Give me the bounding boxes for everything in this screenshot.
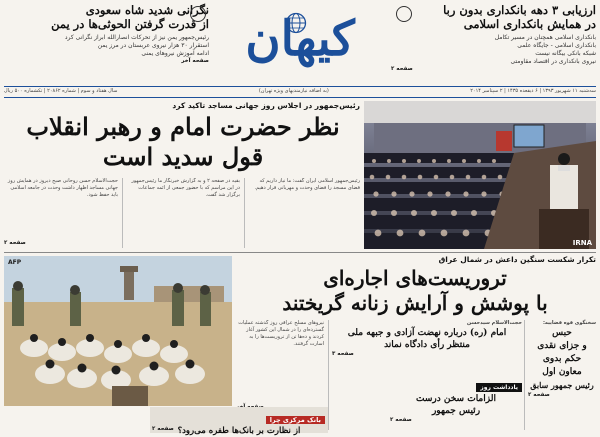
speech-box-title-2: رئیس جمهور — [431, 406, 481, 416]
sidebar-box-line: رئیس جمهور سابق — [530, 380, 594, 390]
speech-box-kicker: یادداشت روز — [476, 383, 522, 392]
lead-photo[interactable] — [364, 101, 596, 249]
lead-headline-line-1: نظر حضرت امام و رهبر انقلاب — [26, 112, 340, 141]
column-rule — [328, 320, 329, 430]
date-bar — [4, 87, 596, 96]
masthead-region — [0, 0, 600, 92]
logo-text: کیهان — [245, 11, 355, 67]
lead-column-3: حجت‌الاسلام حسن روحانی صبح دیروز در همایش روز جهانی مساجد اظهار داشت وحدت در جامعه اسلامی باید حفظ شود. — [7, 178, 118, 198]
prisoners-image — [4, 256, 232, 406]
conference-hall-image — [364, 101, 596, 249]
bank-box-continued: صفحه ۲ — [152, 426, 174, 432]
teaser-left-bullet: رئیس‌جمهور یمن نیز از تحرکات انصارالله ابراز نگرانی کرد — [64, 34, 209, 41]
date-line: سه‌شنبه ۱۱ شهریور ۱۳۹۳ | ۶ ذیقعده ۱۴۳۵ | ۲ سپتامبر ۲۰۱۴ — [470, 88, 596, 94]
lead-continued: صفحه ۲ — [4, 240, 26, 246]
teaser-right-bullet: بانکداری اسلامی همچنان در مسیر تکامل — [494, 34, 596, 41]
iraq-headline-line-1: تروریست‌های اجاره‌ای — [323, 266, 507, 290]
teaser-right-title-1: ارزیابی ۳ دهه بانکداری بدون ربا — [443, 3, 596, 17]
lead-column-1: رئیس‌جمهور اسلامی ایران گفت: ما نیاز داریم که فضای مسجد را فضای وحدت و مهربانی قرار دهیم. — [254, 178, 360, 191]
teaser-right-bullet: بانکداری اسلامی - جایگاه علمی — [517, 42, 596, 49]
iraq-kicker: تکرار شکست سنگین داعش در شمال عراق — [438, 255, 596, 264]
iraq-headline-line-2: با پوشش و آرایش زنانه گریختند — [282, 291, 548, 315]
imam-box-title-1: امام (ره) درباره نهضت آزادی و جبهه ملی — [347, 328, 507, 338]
subtitle-line: (به اضافه نیازمندیهای ویژه تهران) — [258, 88, 329, 94]
imam-box-title-2: منتظر رأی دادگاه نماند — [384, 340, 470, 350]
imam-box-continued: صفحه ۳ — [332, 351, 354, 357]
sidebar-box[interactable] — [528, 320, 596, 430]
speech-box-continued: صفحه ۲ — [390, 417, 412, 423]
section-divider — [4, 252, 596, 253]
column-rule — [244, 178, 245, 248]
sidebar-box-line: و جزای نقدی — [537, 341, 587, 351]
bank-box-kicker: بانک مرکزی چرا — [266, 416, 325, 424]
lead-headline-line-2: قول سدید است — [102, 142, 264, 171]
sun-emblem-icon — [396, 6, 412, 22]
bank-box-title: از نظارت بر بانک‌ها طفره می‌رود؟ — [177, 426, 301, 436]
teaser-right[interactable] — [391, 3, 596, 85]
lead-column-2: بقیه در صفحه ۲ و به گزارش خبرنگار ما رئیس‌جمهور در این مراسم که با حضور جمعی از ائمه جماعات برگزار شد گفت. — [131, 178, 240, 198]
sidebar-box-continued: صفحه ۲ — [528, 392, 550, 398]
teaser-left-continued: صفحه آخر — [181, 58, 209, 64]
iraq-photo-credit: AFP — [8, 259, 22, 266]
imam-box-label: حجت‌الاسلام سیدحسن — [466, 320, 522, 326]
sun-emblem-icon — [190, 6, 206, 22]
imam-box[interactable] — [332, 320, 522, 372]
sidebar-box-line: حبس — [552, 328, 572, 338]
issue-info: سال هفتاد و سوم | شماره ۲۰۸۶۲ | تکشماره ۵۰۰ ریال — [4, 88, 118, 94]
bank-box[interactable] — [150, 407, 328, 436]
speech-box-title-1: الزامات سخن درست — [416, 394, 496, 404]
teaser-left-bullet: ادامه آموزش نیروهای یمنی — [141, 50, 209, 57]
lead-photo-credit: IRNA — [572, 239, 592, 247]
iraq-photo[interactable] — [4, 256, 232, 406]
column-rule — [524, 320, 525, 430]
speech-box[interactable] — [390, 374, 522, 430]
date-bar-rule — [4, 97, 596, 98]
lead-headline[interactable] — [4, 112, 362, 172]
lead-kicker: رئیس‌جمهور در اجلاس روز جهانی مساجد تاکید کرد — [172, 101, 360, 110]
teaser-right-bullet: نیروی بانکداری در اقتصاد مقاومتی — [510, 58, 596, 65]
teaser-left-title-1: نگرانی شدید شاه سعودی — [85, 3, 209, 17]
sidebar-box-label: سخنگوی قوه قضاییه: — [542, 320, 596, 326]
teaser-left-title-2: از قدرت گرفتن الحوثی‌ها در یمن — [51, 17, 209, 31]
logo — [210, 0, 390, 72]
sidebar-box-line: معاون اول — [542, 367, 582, 377]
teaser-right-continued: صفحه ۲ — [391, 66, 413, 72]
sidebar-box-line: حکم بدوی — [542, 354, 582, 364]
column-rule — [122, 178, 123, 248]
teaser-right-bullet: شبکه بانکی بیگانه نیست — [535, 50, 596, 57]
teaser-left[interactable] — [4, 3, 209, 85]
teaser-right-title-2: در همایش بانکداری اسلامی — [463, 17, 596, 31]
teaser-left-bullet: استقرار ۳۰ هزار نیروی عربستان در مرز یمن — [97, 42, 209, 49]
iraq-column: نیروهای مسلح عراقی روز گذشته عملیات گسترده‌ای را در شمال این کشور آغاز کردند و ده‌ها تن از تروریست‌ها را به اسارت گرفتند. — [238, 320, 324, 347]
iraq-headline[interactable] — [234, 266, 596, 316]
